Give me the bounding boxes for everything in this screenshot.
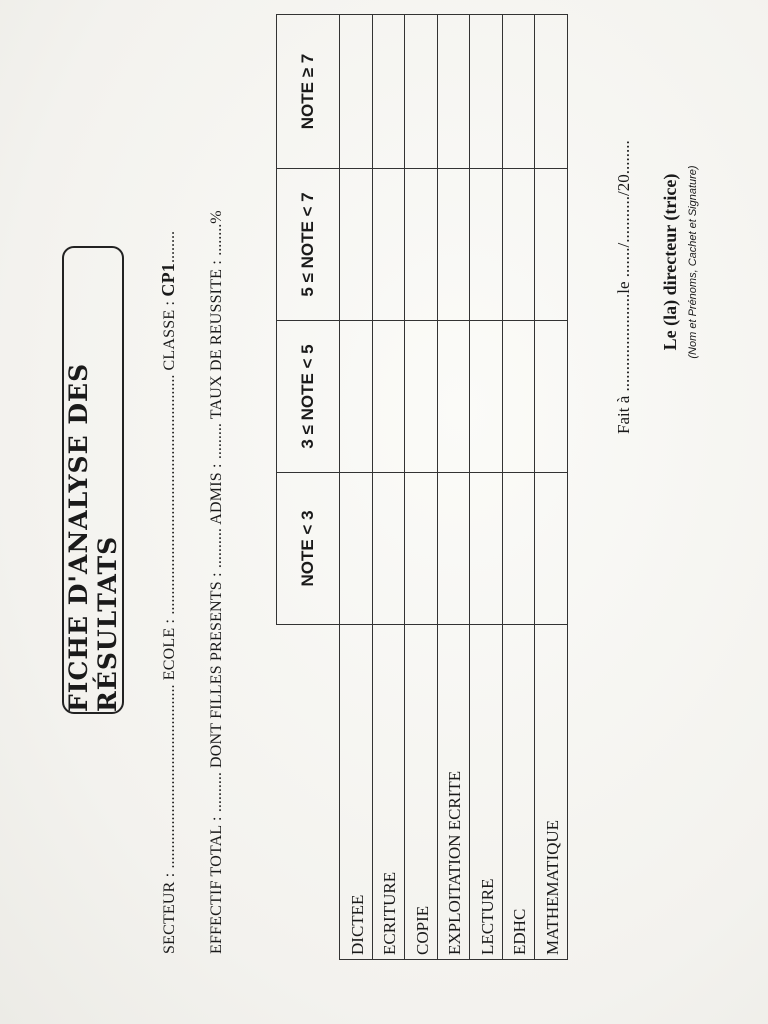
col-note-lt-3: NOTE < 3 [277,473,340,625]
table-cell[interactable] [405,473,438,625]
table-cell[interactable] [372,473,405,625]
table-cell[interactable] [437,321,470,473]
secteur-field: .............................................. [161,684,178,869]
table-cell[interactable] [535,169,568,321]
effectif-label: EFFECTIF TOTAL : [208,812,225,954]
table-cell[interactable] [535,321,568,473]
table-cell[interactable] [535,473,568,625]
table-cell[interactable] [437,15,470,169]
table-cell[interactable] [470,15,503,169]
header-line-2 [208,210,226,954]
admis-label: ADMIS : [208,459,225,525]
row-label-ecriture: ECRITURE [372,625,405,960]
rotated-form [24,12,744,1012]
classe-label: CLASSE : [161,296,178,371]
ecole-field: ............................................................ [161,374,178,615]
col-note-ge-7: NOTE ≥ 7 [277,15,340,169]
classe-field: ........ [161,231,178,263]
table-row [437,15,470,960]
form-title-text: FICHE D'ANALYSE DES RÉSULTATS [64,362,122,712]
table-cell[interactable] [340,169,373,321]
secteur-label: SECTEUR : [161,868,178,954]
place-date-line [614,140,634,434]
row-label-copie: COPIE [405,625,438,960]
table-cell[interactable] [340,473,373,625]
table-cell[interactable] [437,169,470,321]
effectif-field: .......... [208,772,225,813]
classe-value: CP1 [158,263,178,297]
table-cell[interactable] [502,15,535,169]
table-row [372,15,405,960]
col-note-5-7: 5 ≤ NOTE < 7 [277,169,340,321]
table-row [502,15,535,960]
form-title [62,246,124,714]
table-cell[interactable] [502,169,535,321]
results-table [276,14,568,960]
table-row [470,15,503,960]
filles-field: .......... [208,528,225,569]
taux-label: TAUX DE REUSSITE : [208,255,225,420]
table-cell[interactable] [372,321,405,473]
table-cell[interactable] [340,15,373,169]
table-row [340,15,373,960]
ecole-label: ECOLE : [161,614,178,681]
table-cell[interactable] [405,321,438,473]
row-label-edhc: EDHC [502,625,535,960]
table-cell[interactable] [372,169,405,321]
date-field: ......./.........../20........ [614,140,633,278]
table-cell[interactable] [502,473,535,625]
table-row [535,15,568,960]
row-label-exploitation-ecrite: EXPLOITATION ECRITE [437,625,470,960]
table-cell[interactable] [470,321,503,473]
header-line-1 [158,231,179,954]
row-label-lecture: LECTURE [470,625,503,960]
table-header-row [277,15,340,960]
signature-block [660,132,699,392]
signer-role: Le (la) directeur (trice) [660,173,680,351]
le-label: le [614,277,633,294]
table-cell[interactable] [372,15,405,169]
table-cell[interactable] [535,15,568,169]
col-note-3-5: 3 ≤ NOTE < 5 [277,321,340,473]
table-cell[interactable] [340,321,373,473]
place-field: ....................... [614,293,633,392]
header-corner [277,625,340,960]
table-cell[interactable] [405,169,438,321]
table-row [405,15,438,960]
table-cell[interactable] [502,321,535,473]
row-label-mathematique: MATHEMATIQUE [535,625,568,960]
table-cell[interactable] [437,473,470,625]
fait-label: Fait à [614,391,633,434]
signer-note: (Nom et Prénoms, Cachet et Signature) [687,165,699,359]
admis-field: ......... [208,423,225,460]
row-label-dictee: DICTEE [340,625,373,960]
table-cell[interactable] [470,473,503,625]
filles-label: DONT FILLES PRESENTS : [208,568,225,768]
table-cell[interactable] [470,169,503,321]
table-cell[interactable] [405,15,438,169]
taux-unit: % [208,210,225,224]
taux-field: ........ [208,223,225,256]
